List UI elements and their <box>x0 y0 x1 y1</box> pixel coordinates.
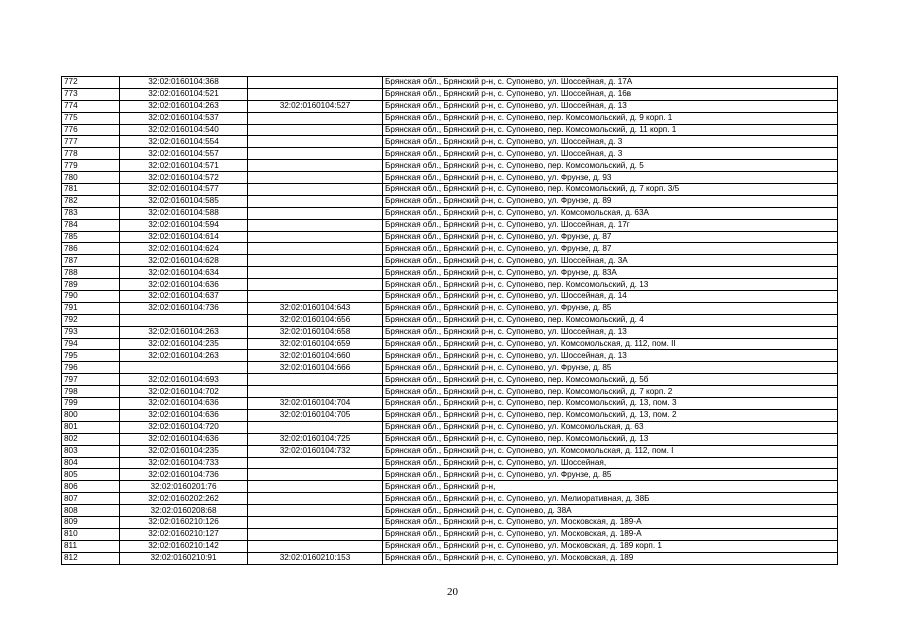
table-row <box>62 291 838 303</box>
address-cell: Брянская обл., Брянский р-н, с. Супонево, пер. Комсомольский, д. 13, пом. 3 <box>383 398 838 410</box>
cadastral-number-cell <box>120 362 248 374</box>
cadastral-number-cell: 32:02:0160104:235 <box>120 445 248 457</box>
cadastral-number-cell: 32:02:0160104:733 <box>120 457 248 469</box>
cadastral-number-cell: 32:02:0160104:693 <box>120 374 248 386</box>
related-cadastral-number-cell <box>248 516 383 528</box>
cadastral-number-cell: 32:02:0160104:636 <box>120 398 248 410</box>
cadastral-number-cell: 32:02:0160208:68 <box>120 505 248 517</box>
related-cadastral-number-cell: 32:02:0160104:666 <box>248 362 383 374</box>
cadastral-number-cell: 32:02:0160104:636 <box>120 279 248 291</box>
table-row <box>62 148 838 160</box>
row-number-cell: 779 <box>62 160 120 172</box>
related-cadastral-number-cell <box>248 195 383 207</box>
table-row <box>62 505 838 517</box>
related-cadastral-number-cell <box>248 219 383 231</box>
row-number-cell: 796 <box>62 362 120 374</box>
table-row <box>62 552 838 564</box>
table-row <box>62 409 838 421</box>
row-number-cell: 801 <box>62 421 120 433</box>
table-row <box>62 338 838 350</box>
address-cell: Брянская обл., Брянский р-н, с. Супонево, ул. Фрунзе, д. 89 <box>383 195 838 207</box>
row-number-cell: 810 <box>62 528 120 540</box>
cadastral-number-cell: 32:02:0160104:585 <box>120 195 248 207</box>
table-row <box>62 124 838 136</box>
table-row <box>62 386 838 398</box>
related-cadastral-number-cell <box>248 421 383 433</box>
table-row <box>62 231 838 243</box>
row-number-cell: 791 <box>62 302 120 314</box>
cadastral-number-cell: 32:02:0160104:572 <box>120 172 248 184</box>
table-row <box>62 302 838 314</box>
cadastral-number-cell: 32:02:0160104:540 <box>120 124 248 136</box>
related-cadastral-number-cell <box>248 172 383 184</box>
row-number-cell: 799 <box>62 398 120 410</box>
address-cell: Брянская обл., Брянский р-н, с. Супонево, ул. Фрунзе, д. 85 <box>383 362 838 374</box>
related-cadastral-number-cell: 32:02:0160104:656 <box>248 314 383 326</box>
address-cell: Брянская обл., Брянский р-н, с. Супонево, ул. Шоссейная, д. 3 <box>383 148 838 160</box>
related-cadastral-number-cell <box>248 386 383 398</box>
address-cell: Брянская обл., Брянский р-н, с. Супонево, пер. Комсомольский, д. 13 <box>383 279 838 291</box>
cadastral-number-cell: 32:02:0160104:628 <box>120 255 248 267</box>
table-row <box>62 88 838 100</box>
related-cadastral-number-cell <box>248 493 383 505</box>
table-row <box>62 160 838 172</box>
related-cadastral-number-cell <box>248 457 383 469</box>
row-number-cell: 790 <box>62 291 120 303</box>
row-number-cell: 775 <box>62 112 120 124</box>
table-row <box>62 267 838 279</box>
row-number-cell: 785 <box>62 231 120 243</box>
table-row <box>62 457 838 469</box>
address-cell: Брянская обл., Брянский р-н, с. Супонево, ул. Фрунзе, д. 93 <box>383 172 838 184</box>
cadastral-number-cell: 32:02:0160104:588 <box>120 207 248 219</box>
address-cell: Брянская обл., Брянский р-н, с. Супонево, пер. Комсомольский, д. 13 <box>383 433 838 445</box>
table-row <box>62 100 838 112</box>
address-cell: Брянская обл., Брянский р-н, с. Супонево, пер. Комсомольский, д. 5б <box>383 374 838 386</box>
address-cell: Брянская обл., Брянский р-н, с. Супонево, ул. Комсомольская, д. 63 <box>383 421 838 433</box>
related-cadastral-number-cell: 32:02:0160210:153 <box>248 552 383 564</box>
cadastral-number-cell: 32:02:0160104:636 <box>120 433 248 445</box>
cadastral-number-cell: 32:02:0160104:368 <box>120 77 248 89</box>
address-cell: Брянская обл., Брянский р-н, с. Супонево, ул. Московская, д. 189 корп. 1 <box>383 540 838 552</box>
address-cell: Брянская обл., Брянский р-н, с. Супонево, ул. Фрунзе, д. 87 <box>383 243 838 255</box>
row-number-cell: 782 <box>62 195 120 207</box>
address-cell: Брянская обл., Брянский р-н, с. Супонево, ул. Шоссейная, д. 16в <box>383 88 838 100</box>
row-number-cell: 784 <box>62 219 120 231</box>
related-cadastral-number-cell <box>248 291 383 303</box>
address-cell: Брянская обл., Брянский р-н, с. Супонево, ул. Московская, д. 189-А <box>383 528 838 540</box>
related-cadastral-number-cell: 32:02:0160104:659 <box>248 338 383 350</box>
cadastral-number-cell <box>120 314 248 326</box>
row-number-cell: 802 <box>62 433 120 445</box>
table-row <box>62 398 838 410</box>
row-number-cell: 787 <box>62 255 120 267</box>
address-cell: Брянская обл., Брянский р-н, с. Супонево, пер. Комсомольский, д. 7 корп. 3/5 <box>383 184 838 196</box>
table-row <box>62 540 838 552</box>
table-row <box>62 433 838 445</box>
row-number-cell: 809 <box>62 516 120 528</box>
related-cadastral-number-cell <box>248 255 383 267</box>
related-cadastral-number-cell <box>248 112 383 124</box>
cadastral-number-cell: 32:02:0160202:262 <box>120 493 248 505</box>
row-number-cell: 812 <box>62 552 120 564</box>
address-cell: Брянская обл., Брянский р-н, с. Супонево, пер. Комсомольский, д. 7 корп. 2 <box>383 386 838 398</box>
cadastral-number-cell: 32:02:0160104:636 <box>120 409 248 421</box>
row-number-cell: 806 <box>62 481 120 493</box>
table-row <box>62 481 838 493</box>
cadastral-number-cell: 32:02:0160104:736 <box>120 469 248 481</box>
row-number-cell: 794 <box>62 338 120 350</box>
table-row <box>62 516 838 528</box>
related-cadastral-number-cell <box>248 231 383 243</box>
row-number-cell: 792 <box>62 314 120 326</box>
cadastral-number-cell: 32:02:0160210:142 <box>120 540 248 552</box>
address-cell: Брянская обл., Брянский р-н, с. Супонево, ул. Комсомольская, д. 112, пом. I <box>383 445 838 457</box>
table-row <box>62 207 838 219</box>
address-cell: Брянская обл., Брянский р-н, с. Супонево, пер. Комсомольский, д. 5 <box>383 160 838 172</box>
cadastral-number-cell: 32:02:0160210:91 <box>120 552 248 564</box>
address-cell: Брянская обл., Брянский р-н, с. Супонево, ул. Комсомольская, д. 63А <box>383 207 838 219</box>
related-cadastral-number-cell: 32:02:0160104:725 <box>248 433 383 445</box>
cadastral-number-cell: 32:02:0160104:235 <box>120 338 248 350</box>
related-cadastral-number-cell <box>248 505 383 517</box>
address-cell: Брянская обл., Брянский р-н, с. Супонево, ул. Шоссейная, д. 17А <box>383 77 838 89</box>
row-number-cell: 807 <box>62 493 120 505</box>
table-row <box>62 528 838 540</box>
related-cadastral-number-cell <box>248 136 383 148</box>
address-cell: Брянская обл., Брянский р-н, с. Супонево, ул. Шоссейная, д. 13 <box>383 100 838 112</box>
cadastral-number-cell: 32:02:0160104:624 <box>120 243 248 255</box>
related-cadastral-number-cell: 32:02:0160104:658 <box>248 326 383 338</box>
table-row <box>62 255 838 267</box>
cadastral-number-cell: 32:02:0160104:577 <box>120 184 248 196</box>
table-row <box>62 326 838 338</box>
address-cell: Брянская обл., Брянский р-н, с. Супонево, пер. Комсомольский, д. 9 корп. 1 <box>383 112 838 124</box>
related-cadastral-number-cell <box>248 160 383 172</box>
address-cell: Брянская обл., Брянский р-н, с. Супонево, ул. Шоссейная, д. 14 <box>383 291 838 303</box>
row-number-cell: 789 <box>62 279 120 291</box>
related-cadastral-number-cell <box>248 540 383 552</box>
registry-table <box>61 76 838 565</box>
row-number-cell: 804 <box>62 457 120 469</box>
row-number-cell: 774 <box>62 100 120 112</box>
table-row <box>62 493 838 505</box>
related-cadastral-number-cell <box>248 207 383 219</box>
related-cadastral-number-cell <box>248 481 383 493</box>
cadastral-number-cell: 32:02:0160104:521 <box>120 88 248 100</box>
address-cell: Брянская обл., Брянский р-н, с. Супонево, пер. Комсомольский, д. 11 корп. 1 <box>383 124 838 136</box>
related-cadastral-number-cell <box>248 77 383 89</box>
cadastral-number-cell: 32:02:0160104:263 <box>120 350 248 362</box>
address-cell: Брянская обл., Брянский р-н, с. Супонево, ул. Фрунзе, д. 87 <box>383 231 838 243</box>
table-row <box>62 136 838 148</box>
table-row <box>62 362 838 374</box>
table-row <box>62 374 838 386</box>
address-cell: Брянская обл., Брянский р-н, с. Супонево, ул. Московская, д. 189-А <box>383 516 838 528</box>
address-cell: Брянская обл., Брянский р-н, с. Супонево, ул. Фрунзе, д. 85 <box>383 469 838 481</box>
cadastral-number-cell: 32:02:0160210:127 <box>120 528 248 540</box>
row-number-cell: 811 <box>62 540 120 552</box>
related-cadastral-number-cell <box>248 243 383 255</box>
cadastral-number-cell: 32:02:0160201:76 <box>120 481 248 493</box>
table-row <box>62 77 838 89</box>
row-number-cell: 783 <box>62 207 120 219</box>
related-cadastral-number-cell <box>248 374 383 386</box>
table-row <box>62 469 838 481</box>
cadastral-number-cell: 32:02:0160104:554 <box>120 136 248 148</box>
address-cell: Брянская обл., Брянский р-н, с. Супонево, ул. Фрунзе, д. 85 <box>383 302 838 314</box>
row-number-cell: 800 <box>62 409 120 421</box>
related-cadastral-number-cell: 32:02:0160104:660 <box>248 350 383 362</box>
registry-table-body <box>62 77 838 565</box>
table-row <box>62 172 838 184</box>
cadastral-number-cell: 32:02:0160104:557 <box>120 148 248 160</box>
related-cadastral-number-cell: 32:02:0160104:527 <box>248 100 383 112</box>
row-number-cell: 788 <box>62 267 120 279</box>
related-cadastral-number-cell: 32:02:0160104:705 <box>248 409 383 421</box>
cadastral-number-cell: 32:02:0160104:637 <box>120 291 248 303</box>
related-cadastral-number-cell <box>248 184 383 196</box>
table-row <box>62 243 838 255</box>
row-number-cell: 773 <box>62 88 120 100</box>
address-cell: Брянская обл., Брянский р-н, с. Супонево, ул. Шоссейная, д. 13 <box>383 350 838 362</box>
cadastral-number-cell: 32:02:0160104:634 <box>120 267 248 279</box>
page-number: 20 <box>447 586 458 598</box>
cadastral-number-cell: 32:02:0160104:537 <box>120 112 248 124</box>
related-cadastral-number-cell <box>248 469 383 481</box>
related-cadastral-number-cell: 32:02:0160104:643 <box>248 302 383 314</box>
related-cadastral-number-cell <box>248 148 383 160</box>
table-row <box>62 314 838 326</box>
related-cadastral-number-cell <box>248 124 383 136</box>
cadastral-number-cell: 32:02:0160104:594 <box>120 219 248 231</box>
table-row <box>62 279 838 291</box>
row-number-cell: 772 <box>62 77 120 89</box>
table-row <box>62 421 838 433</box>
row-number-cell: 797 <box>62 374 120 386</box>
address-cell: Брянская обл., Брянский р-н, с. Супонево, ул. Московская, д. 189 <box>383 552 838 564</box>
row-number-cell: 793 <box>62 326 120 338</box>
address-cell: Брянская обл., Брянский р-н, с. Супонево, ул. Шоссейная, д. 13 <box>383 326 838 338</box>
table-row <box>62 184 838 196</box>
cadastral-number-cell: 32:02:0160104:736 <box>120 302 248 314</box>
row-number-cell: 795 <box>62 350 120 362</box>
cadastral-number-cell: 32:02:0160104:614 <box>120 231 248 243</box>
row-number-cell: 776 <box>62 124 120 136</box>
related-cadastral-number-cell <box>248 267 383 279</box>
row-number-cell: 786 <box>62 243 120 255</box>
address-cell: Брянская обл., Брянский р-н, с. Супонево, пер. Комсомольский, д. 4 <box>383 314 838 326</box>
address-cell: Брянская обл., Брянский р-н, с. Супонево, ул. Комсомольская, д. 112, пом. II <box>383 338 838 350</box>
related-cadastral-number-cell <box>248 88 383 100</box>
row-number-cell: 803 <box>62 445 120 457</box>
cadastral-number-cell: 32:02:0160104:720 <box>120 421 248 433</box>
address-cell: Брянская обл., Брянский р-н, с. Супонево, ул. Шоссейная, д. 3А <box>383 255 838 267</box>
related-cadastral-number-cell: 32:02:0160104:704 <box>248 398 383 410</box>
table-row <box>62 219 838 231</box>
cadastral-number-cell: 32:02:0160104:263 <box>120 326 248 338</box>
address-cell: Брянская обл., Брянский р-н, с. Супонево, ул. Шоссейная, д. 17г <box>383 219 838 231</box>
table-row <box>62 350 838 362</box>
related-cadastral-number-cell <box>248 279 383 291</box>
row-number-cell: 805 <box>62 469 120 481</box>
address-cell: Брянская обл., Брянский р-н, с. Супонево, ул. Мелиоративная, д. 38Б <box>383 493 838 505</box>
cadastral-number-cell: 32:02:0160210:126 <box>120 516 248 528</box>
cadastral-number-cell: 32:02:0160104:571 <box>120 160 248 172</box>
row-number-cell: 777 <box>62 136 120 148</box>
row-number-cell: 778 <box>62 148 120 160</box>
address-cell: Брянская обл., Брянский р-н, с. Супонево, ул. Шоссейная, <box>383 457 838 469</box>
cadastral-number-cell: 32:02:0160104:263 <box>120 100 248 112</box>
table-row <box>62 112 838 124</box>
address-cell: Брянская обл., Брянский р-н, с. Супонево, д. 38А <box>383 505 838 517</box>
table-row <box>62 445 838 457</box>
address-cell: Брянская обл., Брянский р-н, с. Супонево, ул. Фрунзе, д. 83А <box>383 267 838 279</box>
address-cell: Брянская обл., Брянский р-н, <box>383 481 838 493</box>
related-cadastral-number-cell: 32:02:0160104:732 <box>248 445 383 457</box>
row-number-cell: 798 <box>62 386 120 398</box>
row-number-cell: 780 <box>62 172 120 184</box>
related-cadastral-number-cell <box>248 528 383 540</box>
row-number-cell: 808 <box>62 505 120 517</box>
cadastral-number-cell: 32:02:0160104:702 <box>120 386 248 398</box>
row-number-cell: 781 <box>62 184 120 196</box>
table-row <box>62 195 838 207</box>
address-cell: Брянская обл., Брянский р-н, с. Супонево, ул. Шоссейная, д. 3 <box>383 136 838 148</box>
address-cell: Брянская обл., Брянский р-н, с. Супонево, пер. Комсомольский, д. 13, пом. 2 <box>383 409 838 421</box>
